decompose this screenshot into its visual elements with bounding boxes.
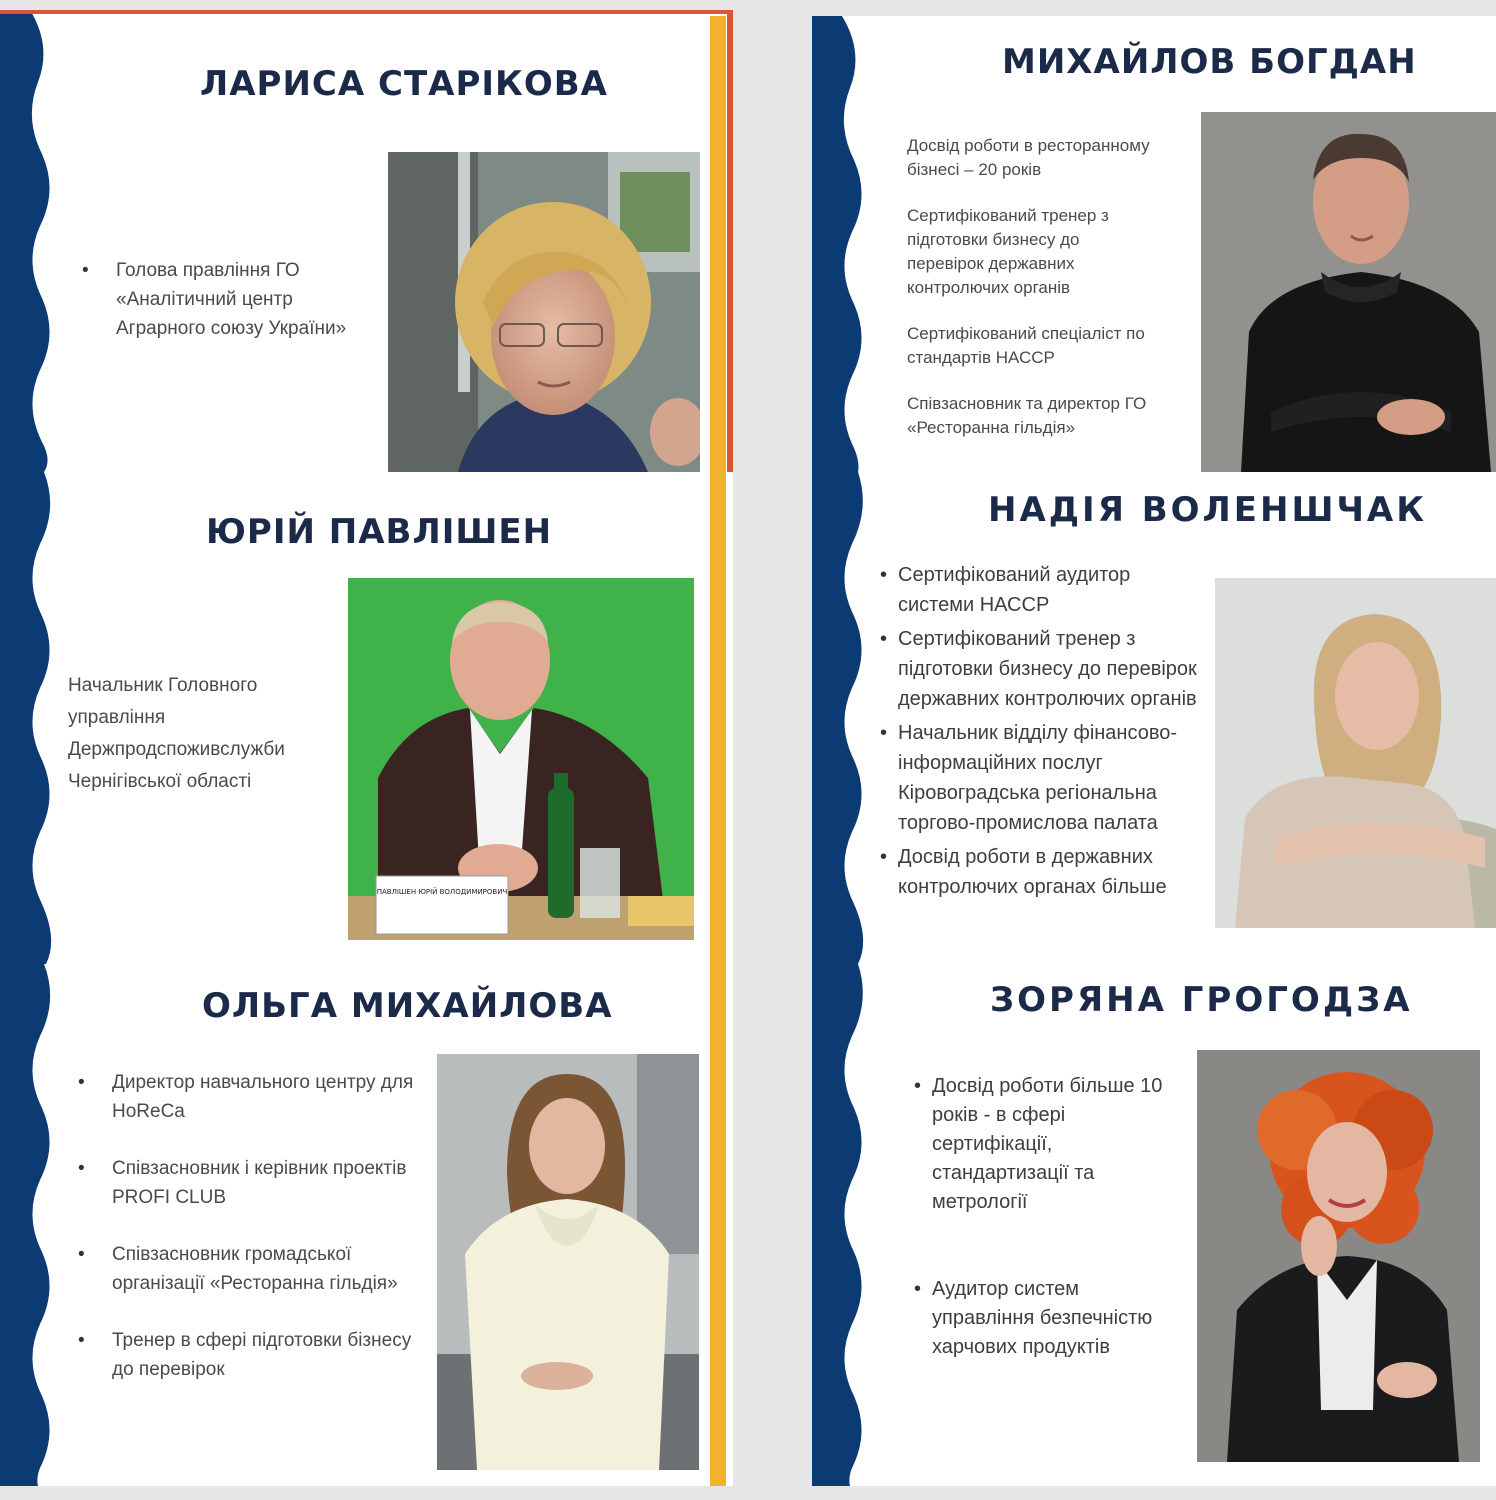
wave-border [0, 964, 60, 1486]
list-item: • Начальник відділу фінансово-інформаційних послуг Кіровоградська регіональна торгово-промислова палата [878, 718, 1208, 838]
list-item: • Співзасновник громадської організації «Ресторанна гільдія» [76, 1240, 416, 1298]
list-item: • Сертифікований аудитор системи НАССР [878, 560, 1208, 620]
accent-bar-yellow [710, 472, 726, 964]
accent-bar-yellow [710, 964, 726, 1486]
description-item: Досвід роботи в ресторанному бізнесі – 20 років [907, 136, 1150, 179]
slide-mykhailov[interactable] [812, 16, 1496, 472]
list-item: • Співзасновник і керівник проектів PROFI CLUB [76, 1154, 416, 1212]
wave-border [812, 964, 872, 1486]
description-text: Начальник Головного управління Держпродспоживслужби Чернігівської області [68, 675, 285, 792]
list-item: • Директор навчального центру для HoReCa [76, 1068, 416, 1126]
speaker-name: ЛАРИСА СТАРІКОВА [200, 64, 608, 104]
speaker-photo [1197, 1050, 1480, 1462]
wave-border [0, 472, 60, 964]
list-item: • Досвід роботи більше 10 років - в сфері сертифікації, стандартизації та метрології [912, 1072, 1182, 1217]
list-item: • Голова правління ГО «Аналітичний центр Аграрного союзу України» [80, 256, 350, 343]
slide-pavlishen[interactable] [0, 472, 733, 964]
nameplate-text: ПАВЛІШЕН ЮРІЙ ВОЛОДИМИРОВИЧ [376, 888, 508, 896]
description-item: Сертифікований спеціаліст по стандартів НАССР [907, 324, 1145, 367]
accent-bar-yellow [710, 16, 726, 472]
speaker-description [68, 670, 348, 798]
speaker-name: ЗОРЯНА ГРОГОДЗА [990, 980, 1413, 1020]
description-item: Сертифікований тренер з підготовки бизнесу до перевірок державних контролючих органів [907, 206, 1109, 297]
speaker-photo [1215, 578, 1496, 928]
wave-border [0, 10, 60, 472]
slide-volenshchak[interactable] [812, 472, 1496, 964]
list-item: • Тренер в сфері підготовки бізнесу до перевірок [76, 1326, 416, 1384]
bullet-list [76, 1068, 416, 1384]
bullet-list [912, 1072, 1182, 1362]
speaker-description [907, 134, 1157, 440]
bullet-list [878, 560, 1208, 902]
accent-bar-top-red [0, 10, 733, 14]
bullet-list [80, 256, 350, 343]
slide-starikova[interactable] [0, 10, 733, 472]
speaker-photo [348, 578, 694, 940]
list-item: • Досвід роботи в державних контролючих органах більше [878, 842, 1208, 902]
speaker-photo [388, 152, 700, 472]
wave-border [812, 472, 872, 964]
description-item: Співзасновник та директор ГО «Ресторанна гільдія» [907, 394, 1147, 437]
list-item: • Сертифікований тренер з підготовки бизнесу до перевірок державних контролючих органів [878, 624, 1208, 714]
slide-grogodza[interactable] [812, 964, 1496, 1486]
speaker-photo [1201, 112, 1496, 472]
speaker-photo [437, 1054, 699, 1470]
speaker-name: ОЛЬГА МИХАЙЛОВА [202, 986, 613, 1026]
wave-border [812, 16, 872, 472]
speaker-name: ЮРІЙ ПАВЛІШЕН [206, 512, 553, 552]
list-item: • Аудитор систем управління безпечністю харчових продуктів [912, 1275, 1182, 1362]
slide-mykhailova[interactable] [0, 964, 733, 1486]
speaker-name: МИХАЙЛОВ БОГДАН [1002, 42, 1417, 82]
speaker-name: НАДІЯ ВОЛЕНШЧАК [988, 490, 1428, 530]
accent-bar-red [727, 10, 733, 472]
